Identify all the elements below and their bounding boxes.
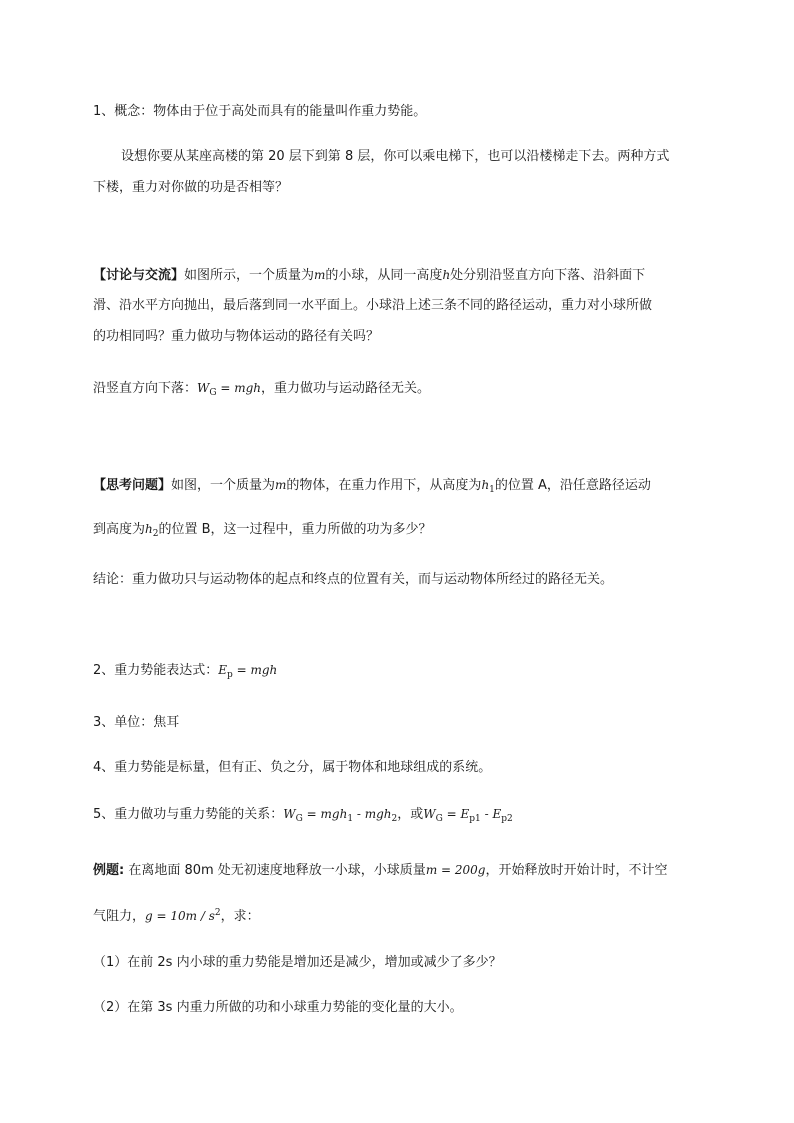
item-3: 3、单位：焦耳 [93,715,180,730]
height-h1: $h_1$ [481,478,495,495]
example-question-2: （2）在第 3s 内重力所做的功和小球重力势能的变化量的大小。 [93,1000,463,1015]
mass-symbol: m [275,478,287,492]
vertical-fall-line [93,378,430,403]
example-line-1: 例题: 在离地面 80m 处无初速度地释放一小球，小球质量m = 200g，开始释放时开始计时，不计空 [93,863,668,878]
question-line-1: 设想你要从某座高楼的第 20 层下到第 8 层，你可以乘电梯下，也可以沿楼梯走下去。两种方式 [121,149,670,164]
item-5: 5、重力做功与重力势能的关系：$W_G = mgh_1 - mgh_2$，或$W_G = E_{p1} - E_{p2}$ [93,807,513,824]
work-formula: $W_G$ = mgh [197,381,262,398]
potential-energy-formula: $E_p$ = mgh [218,663,278,680]
discuss-text: 处分别沿竖直方向下落、沿斜面下 [450,268,646,283]
height-symbol: h [442,268,451,282]
example-line-2: 气阻力，$g = 10m / s^2$，求： [93,908,260,924]
question-line-2: 下楼，重力对你做的功是否相等？ [93,180,289,195]
item-4: 4、重力势能是标量，但有正、负之分，属于物体和地球组成的系统。 [93,760,492,775]
height-h2: $h_2$ [145,522,159,539]
think-line-2: 到高度为$h_2$的位置 B，这一过程中，重力所做的功为多少？ [93,522,432,539]
item-2: 2、重力势能表达式：$E_p$ = mgh [93,663,278,680]
think-tag: 【思考问题】 [93,478,172,493]
vertical-pre: 沿竖直方向下落： [93,381,198,396]
example-tag: 例题: [93,863,125,878]
concept-line: 1、概念：物体由于位于高处而具有的能量叫作重力势能。 [93,104,427,119]
vertical-post: ，重力做功与运动路径无关。 [261,381,431,396]
energy-relation-formula: $W_G = E_{p1} - E_{p2}$ [423,807,513,824]
conclusion-line: 结论：重力做功只与运动物体的起点和终点的位置有关，而与运动物体所经过的路径无关。 [93,572,614,587]
mass-symbol: m [314,268,326,282]
discuss-text: 的小球，从同一高度 [325,268,443,283]
gravity-value: $g = 10m / s^2$ [145,908,221,923]
example-question-1: （1）在前 2s 内小球的重力势能是增加还是减少，增加或减少了多少？ [93,955,502,970]
work-relation-formula: $W_G = mgh_1 - mgh_2$ [283,807,398,824]
mass-value: m = 200g [425,863,486,877]
discuss-line-1 [93,265,645,286]
discuss-line-2: 滑、沿水平方向抛出，最后落到同一水平面上。小球沿上述三条不同的路径运动，重力对小球所做 [93,298,653,313]
discuss-line-3: 的功相同吗？重力做功与物体运动的路径有关吗？ [93,329,380,344]
discuss-tag: 【讨论与交流】 [93,268,185,283]
think-line-1: 【思考问题】如图，一个质量为m的物体，在重力作用下，从高度为$h_1$的位置 A，沿任意路径运动 [93,478,651,495]
discuss-text: 如图所示，一个质量为 [184,268,315,283]
